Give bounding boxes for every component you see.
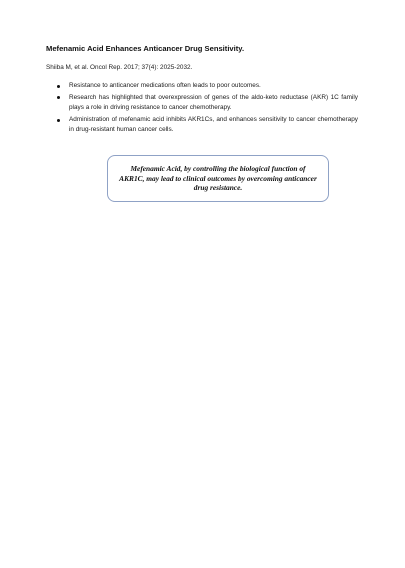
bullet-icon <box>57 96 60 99</box>
callout-box <box>107 155 329 202</box>
bullet-list <box>56 81 358 137</box>
callout-text: Mefenamic Acid, by controlling the biological function of AKR1C, may lead to clinical outcomes by overcoming anticancer drug resistance. <box>119 164 317 193</box>
bullet-text: Resistance to anticancer medications often leads to poor outcomes. <box>69 82 261 89</box>
bullet-text: Research has highlighted that overexpression of genes of the aldo-keto reductase (AKR) 1C family plays a role in driving resistance to cancer chemotherapy. <box>69 93 358 112</box>
list-item <box>56 115 358 136</box>
list-item <box>56 81 358 92</box>
document-title: Mefenamic Acid Enhances Anticancer Drug Sensitivity. <box>46 44 245 53</box>
bullet-text: Administration of mefenamic acid inhibits AKR1Cs, and enhances sensitivity to cancer chemotherapy in drug-resistant human cancer cells. <box>69 115 358 134</box>
citation: Shiiba M, et al. Oncol Rep. 2017; 37(4): 2025-2032. <box>46 64 193 71</box>
bullet-icon <box>57 85 60 88</box>
list-item <box>56 93 358 114</box>
bullet-icon <box>57 119 60 122</box>
